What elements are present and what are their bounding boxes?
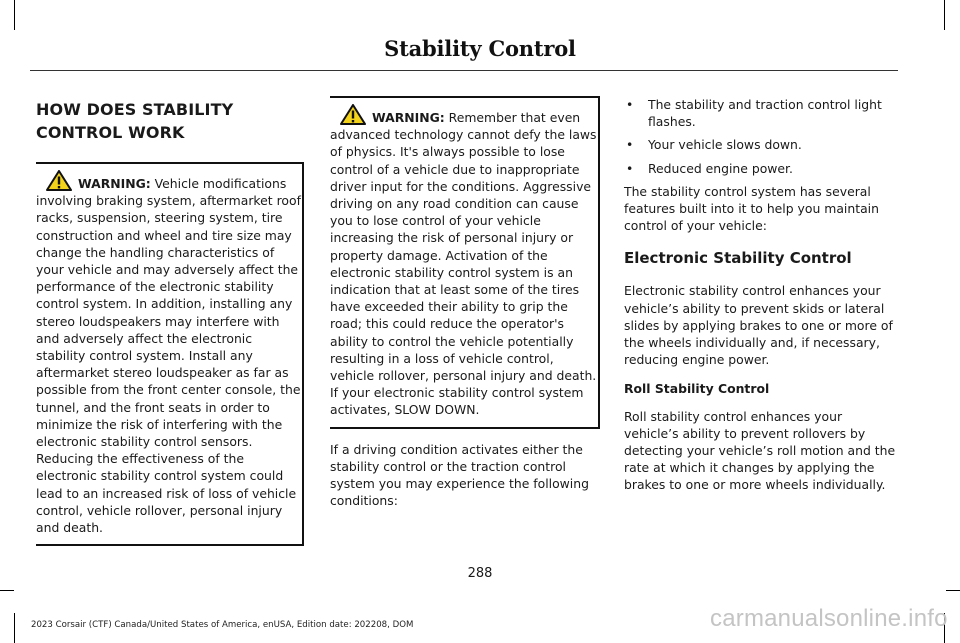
warning-paragraph: [330, 104, 598, 419]
features-intro: The stability control system has several features built into it to help you maintain control of your vehicle:: [624, 183, 879, 234]
warning-triangle-icon: [46, 170, 72, 191]
footer-edition: 2023 Corsair (CTF) Canada/United States of America, enUSA, Edition date: 202208, DOM: [31, 620, 414, 630]
rsc-heading: Roll Stability Control: [624, 381, 770, 397]
warning-label: WARNING:: [78, 176, 151, 191]
column-middle: [330, 96, 600, 509]
page-number: 288: [467, 566, 493, 581]
crop-mark-side-left: [0, 590, 14, 591]
conditions-paragraph: If a driving condition activates either the stability control or the traction control system you may experience the following conditions:: [330, 441, 589, 509]
warning-text: Vehicle modifications involving braking system, aftermarket roof racks, suspension, steering system, tire construction and wheel and tire size may change the handling characteristics of your vehicle and may adversely affect the performance of the electronic stability control system. In addition, installing any stereo loudspeakers may interfere with and adversely affect the electronic stability control system. Install any aftermarket stereo loudspeaker as far as possible from the front center console, the tunnel, and the front seats in order to minimize the risk of interfering with the electronic stability control sensors. Reducing the effectiveness of the electronic stability control system could lead to an increased risk of loss of vehicle control, vehicle rollover, personal injury and death.: [36, 176, 301, 536]
list-item: • The stability and traction control light flashes.: [626, 97, 882, 130]
crop-mark-top-left: [14, 0, 15, 30]
warning-triangle-icon: [340, 104, 366, 125]
watermark: carmanualsonline.info: [710, 605, 948, 632]
list-item: • Your vehicle slows down.: [626, 137, 802, 153]
crop-mark-bottom-left: [14, 613, 15, 643]
bullet-icon: •: [626, 160, 634, 176]
warning-label: WARNING:: [372, 110, 445, 125]
crop-mark-top-right: [944, 0, 945, 30]
rsc-paragraph: Roll stability control enhances your vehicle’s ability to prevent rollovers by detecting your vehicle’s roll motion and the rate at which it changes by applying the brakes to one or more wheels individually.: [624, 408, 896, 493]
warning-box-modifications: [36, 162, 304, 546]
column-right: [624, 96, 896, 494]
esc-paragraph: Electronic stability control enhances your vehicle’s ability to prevent skids or lateral slides by applying brakes to one or more of the wheels individually and, if necessary, reducing engine power.: [624, 283, 893, 368]
page-title: Stability Control: [384, 36, 576, 61]
column-left: [36, 96, 304, 546]
crop-mark-side-right: [946, 590, 960, 591]
warning-box-physics: [330, 96, 600, 429]
conditions-list: [624, 96, 896, 177]
header-divider: [30, 70, 898, 71]
section-heading: HOW DOES STABILITY CONTROL WORK: [36, 100, 234, 142]
list-item: • Reduced engine power.: [626, 160, 793, 176]
bullet-icon: •: [626, 137, 634, 153]
warning-paragraph: [36, 170, 302, 536]
warning-text: Remember that even advanced technology cannot defy the laws of physics. It's always possible to lose control of a vehicle due to inappropriate driver input for the conditions. Aggressive driving on any road condition can cause you to lose control of your vehicle increasing the risk of personal injury or property damage. Activation of the electronic stability control system is an indication that at least some of the tires have exceeded their ability to grip the road; this could reduce the operator's ability to control the vehicle potentially resulting in a loss of vehicle control, vehicle rollover, personal injury and death. If your electronic stability control system activates, SLOW DOWN.: [330, 110, 597, 418]
esc-heading: Electronic Stability Control: [624, 249, 852, 268]
bullet-icon: •: [626, 97, 634, 112]
